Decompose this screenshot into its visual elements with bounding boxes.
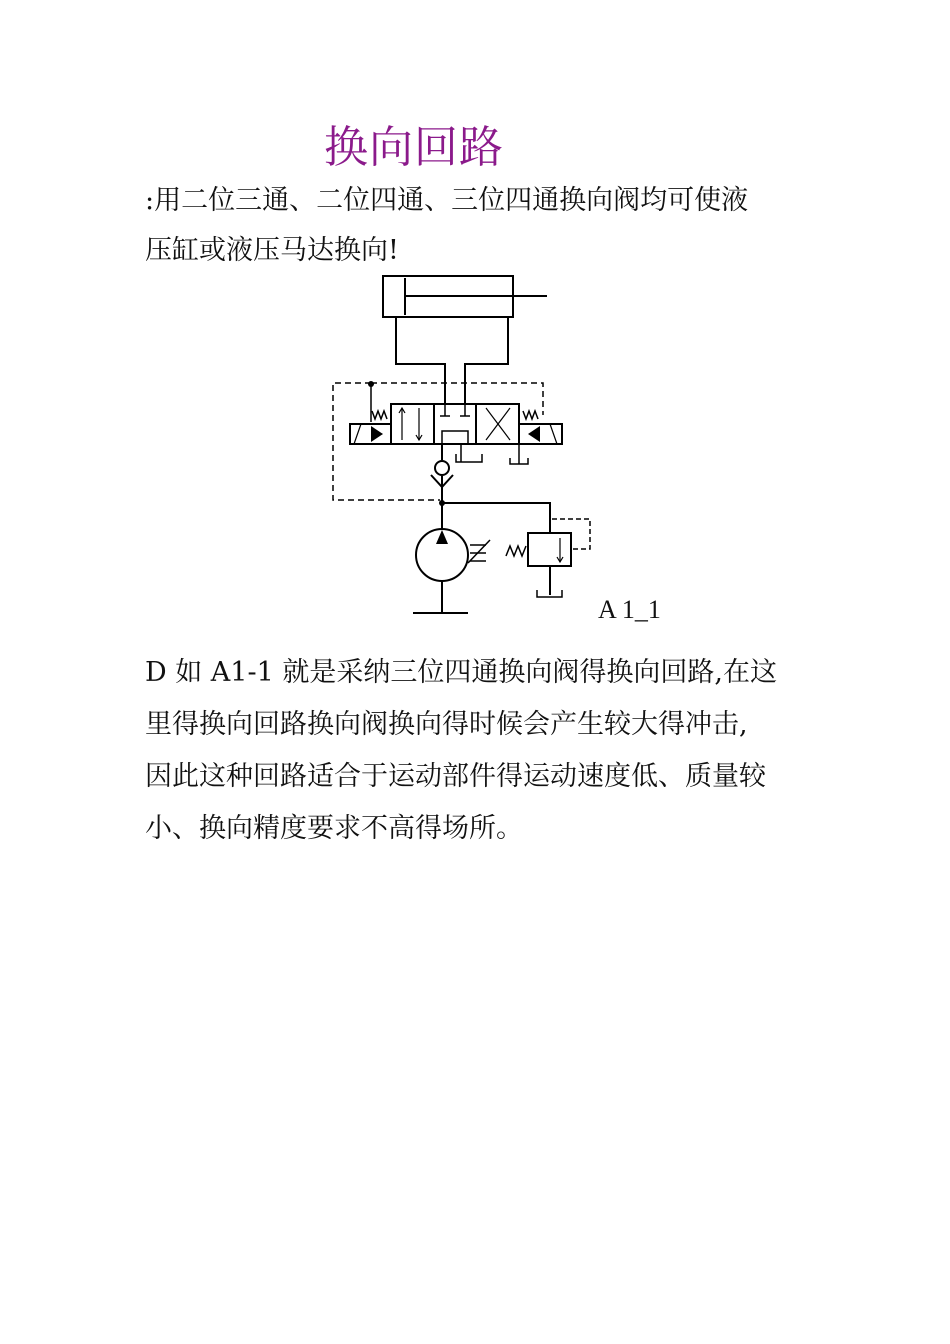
hydraulic-cylinder	[383, 276, 547, 317]
intro-line-1: :用二位三通、二位四通、三位四通换向阀均可使液	[145, 185, 749, 216]
body-line-4: 小、换向精度要求不高得场所。	[145, 813, 523, 844]
page-title: 换向回路	[324, 122, 504, 173]
intro-paragraph	[145, 176, 813, 276]
figure-label: A 1_1	[598, 595, 661, 624]
relief-feed-line	[442, 503, 550, 533]
body-line-2: 里得换向回路换向阀换向得时候会产生较大得冲击,	[145, 709, 748, 740]
body-line-3: 因此这种回路适合于运动部件得运动速度低、质量较	[145, 761, 766, 792]
relief-valve	[506, 519, 590, 597]
intro-line-2: 压缸或液压马达换向!	[145, 235, 399, 266]
body-paragraph	[145, 647, 813, 855]
check-valve	[431, 444, 453, 530]
hydraulic-circuit-diagram	[330, 270, 610, 630]
variable-pump	[413, 529, 490, 613]
body-line-1: D 如 A1-1 就是采纳三位四通换向阀得换向回路,在这	[145, 657, 777, 688]
tank-symbols	[456, 444, 528, 464]
cylinder-lines	[396, 317, 508, 404]
